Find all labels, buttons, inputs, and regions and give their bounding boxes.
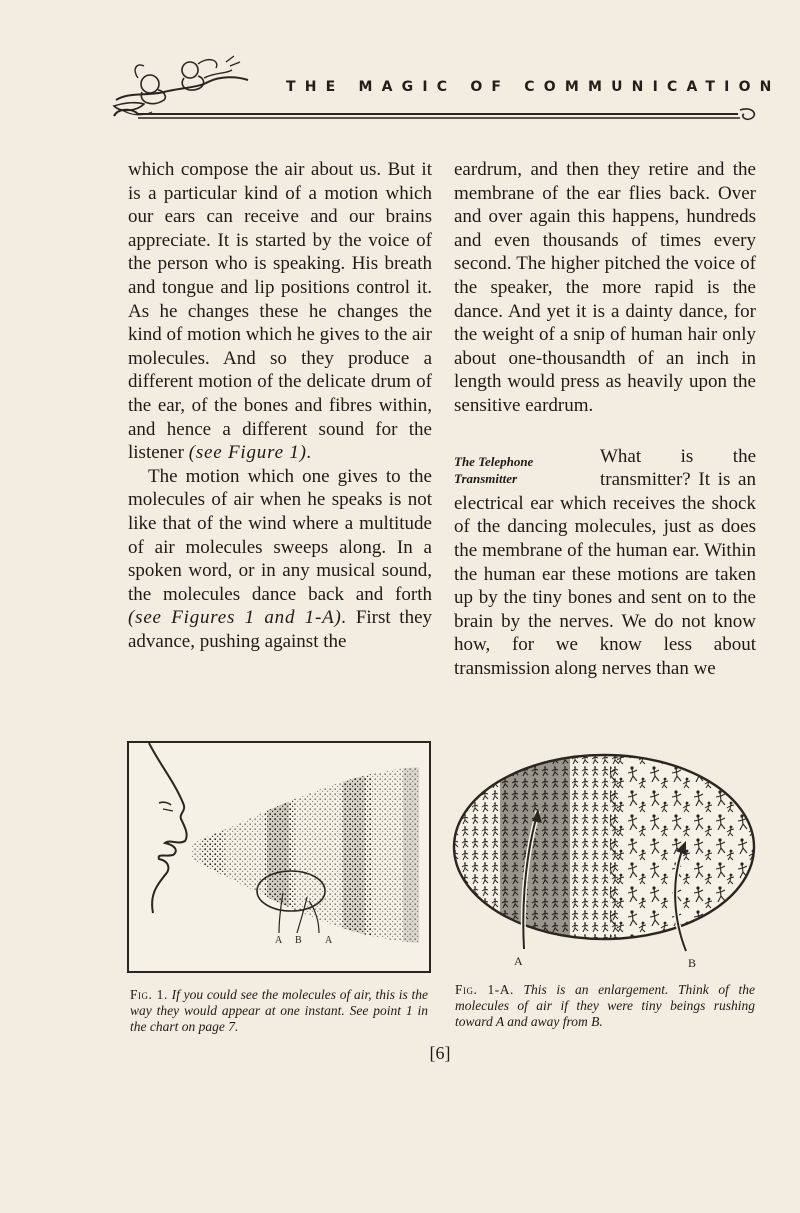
figure-1-label-b: B xyxy=(295,935,302,946)
side-heading: The Telephone Transmitter xyxy=(454,453,534,486)
running-head: THE MAGIC OF COMMUNICATION xyxy=(286,79,781,95)
right-column xyxy=(454,158,756,680)
sound-wave-illustration xyxy=(129,743,429,971)
figure-1a-label-a: A xyxy=(514,954,523,968)
figure-1-caption-text: If you could see the molecules of air, this is the way they would appear at one instant. See point 1 in the chart on page 7. xyxy=(130,987,429,1034)
left-paragraph-2: The motion which one gives to the molecules of air when he speaks is not like that of the wind where a multitude of air molecules sweeps along. In a spoken word, or in any musical sound, the molecules dance back and forth (see Figures 1 and 1-A). First they advance, pushing against the xyxy=(128,465,433,652)
figure-1a-caption xyxy=(455,982,755,1030)
molecule-people-illustration xyxy=(450,741,760,973)
figure-1a-caption-text: This is an enlargement. Think of the molecules of air if they were tiny beings rushing toward A and away from B. xyxy=(455,982,755,1029)
figure-reference: (see Figure 1). xyxy=(188,442,313,464)
figure-reference: (see Figures 1 and 1-A). xyxy=(128,607,348,629)
figure-1-label-a2: A xyxy=(325,935,333,946)
figure-1a-label-b: B xyxy=(688,956,697,970)
figure-1-caption xyxy=(130,987,428,1035)
figure-1a xyxy=(450,741,760,973)
figure-1 xyxy=(127,741,431,973)
header-scroll-rule xyxy=(108,96,760,122)
right-paragraph-2: What is the transmitter? It is an electrical ear which receives the shock of the dancing molecules, just as does the membrane of the human ear. Within the human ear these motions are taken up by the tiny bones and sent on to the brain by the nerves. We do not know how, for we know less about transmission along nerves than we xyxy=(454,445,756,679)
figure-1-label-a: A xyxy=(275,935,283,946)
figure-1a-number: Fig. 1-A. xyxy=(455,982,514,997)
left-paragraph-1: which compose the air about us. But it is a particular kind of a motion which our ears can receive and our brains appreciate. It is started by the voice of the person who is speaking. His breath and tongue and lip positions control it. As he changes these he changes the kind of motion which he gives to the air molecules. And so they produce a different motion of the delicate drum of the ear, of the bones and fibres within, and hence a different sound for the listener (see Figure 1). xyxy=(128,159,432,464)
figure-1-number: Fig. 1. xyxy=(130,987,168,1002)
right-paragraph-1: eardrum, and then they retire and the membrane of the ear flies back. Over and over again this happens, hundreds and even thousands of times every second. The higher pitched the voice of the speaker, the more rapid is the dance. And yet it is a dainty dance, for the weight of a snip of human hair only about one-thousandth of an inch in length would press as heavily upon the sensitive eardrum. xyxy=(454,159,756,416)
left-column xyxy=(128,158,432,653)
page-number: [6] xyxy=(429,1043,451,1063)
